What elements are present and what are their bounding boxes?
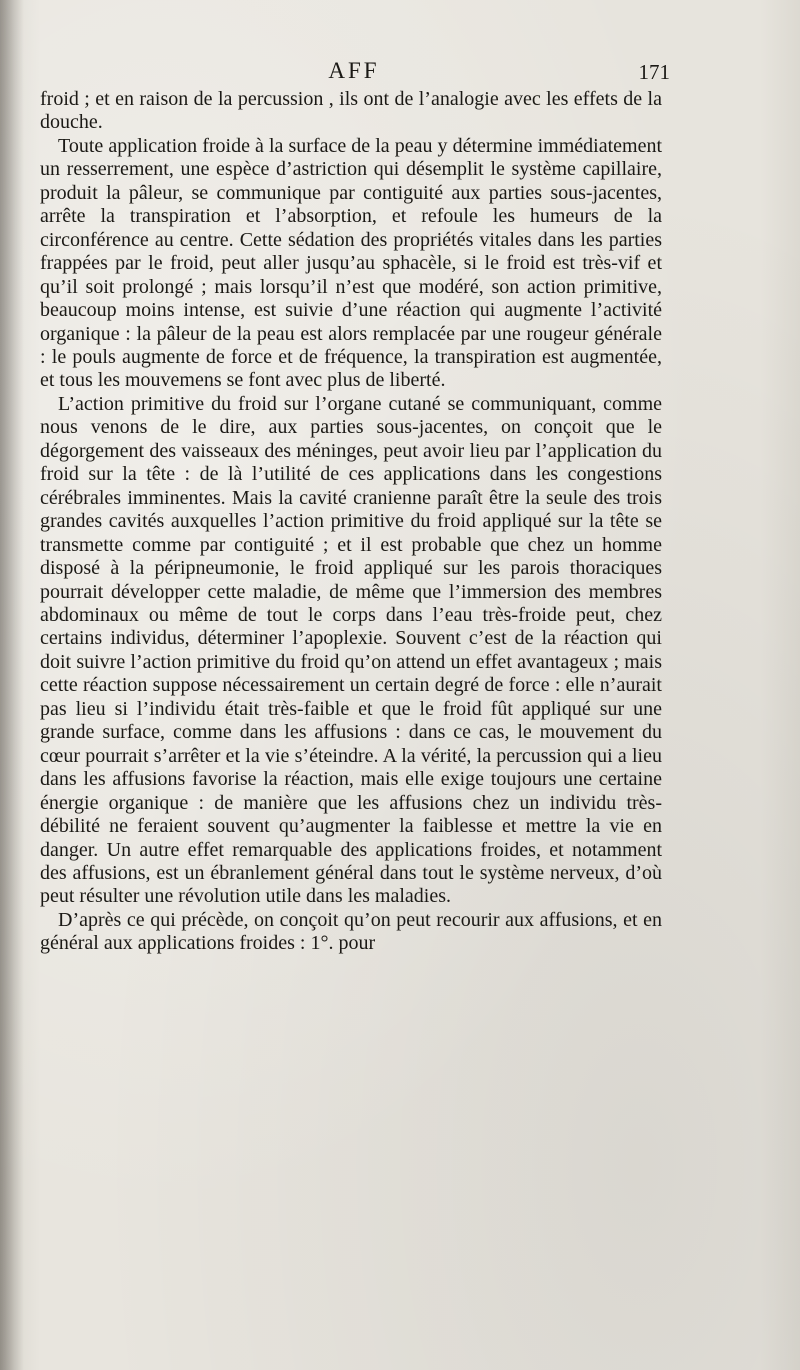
page-number: 171 bbox=[638, 60, 670, 84]
paragraph: D’après ce qui précède, on conçoit qu’on peut recourir aux affusions, et en général aux applications froides : 1°. pour bbox=[40, 908, 662, 955]
running-title: AFF bbox=[328, 58, 380, 83]
paragraph-continued: froid ; et en raison de la percussion , ils ont de l’analogie avec les effets de la douche. bbox=[40, 88, 662, 134]
binding-shadow bbox=[0, 0, 24, 1370]
paragraph: Toute application froide à la surface de la peau y détermine immédiatement un resserrement, une espèce d’astriction qui désemplit le système capillaire, produit la pâleur, se communique par contiguité aux parties sous-jacentes, arrête la transpiration et l’absorption, et refoule les humeurs de la circonférence au centre. Cette sédation des propriétés vitales dans les parties frappées par le froid, peut aller jusqu’au sphacèle, si le froid est très-vif et qu’il soit prolongé ; mais lorsqu’il n’est que modéré, son action primitive, beaucoup moins intense, est suivie d’une réaction qui augmente l’activité organique : la pâleur de la peau est alors remplacée par une rougeur générale : le pouls augmente de force et de fréquence, la transpiration est augmentée, et tous les mouvemens se font avec plus de liberté. bbox=[40, 134, 662, 392]
paragraph: L’action primitive du froid sur l’organe cutané se communiquant, comme nous venons de le dire, aux parties sous-jacentes, on conçoit que le dégorgement des vaisseaux des méninges, peut avoir lieu par l’application du froid sur la tête : de là l’utilité de ces applications dans les congestions cérébrales imminentes. Mais la cavité cranienne paraît être la seule des trois grandes cavités auxquelles l’action primitive du froid appliqué sur la tête se transmette comme par contiguité ; et il est probable que chez un homme disposé à la péripneumonie, le froid appliqué sur les parois thoraciques pourrait développer cette maladie, de même que l’immersion des membres abdominaux ou même de tout le corps dans l’eau très-froide peut, chez certains individus, déterminer l’apoplexie. Souvent c’est de la réaction qui doit suivre l’action primitive du froid qu’on attend un effet avantageux ; mais cette réaction suppose nécessairement un certain degré de force : elle n’aurait pas lieu si l’individu était très-faible et que le froid fût appliqué sur une grande surface, comme dans les affusions : dans ce cas, le mouvement du cœur pourrait s’arrêter et la vie s’éteindre. A la vérité, la percussion qui a lieu dans les affusions favorise la réaction, mais elle exige toujours une certaine énergie organique : de manière que les affusions chez un individu très-débilité ne feraient souvent qu’augmenter la faiblesse et mettre la vie en danger. Un autre effet remarquable des applications froides, et notamment des affusions, est un ébranlement général dans tout le système nerveux, d’où peut résulter une révolution utile dans les maladies. bbox=[40, 392, 662, 908]
body-text bbox=[40, 88, 662, 956]
